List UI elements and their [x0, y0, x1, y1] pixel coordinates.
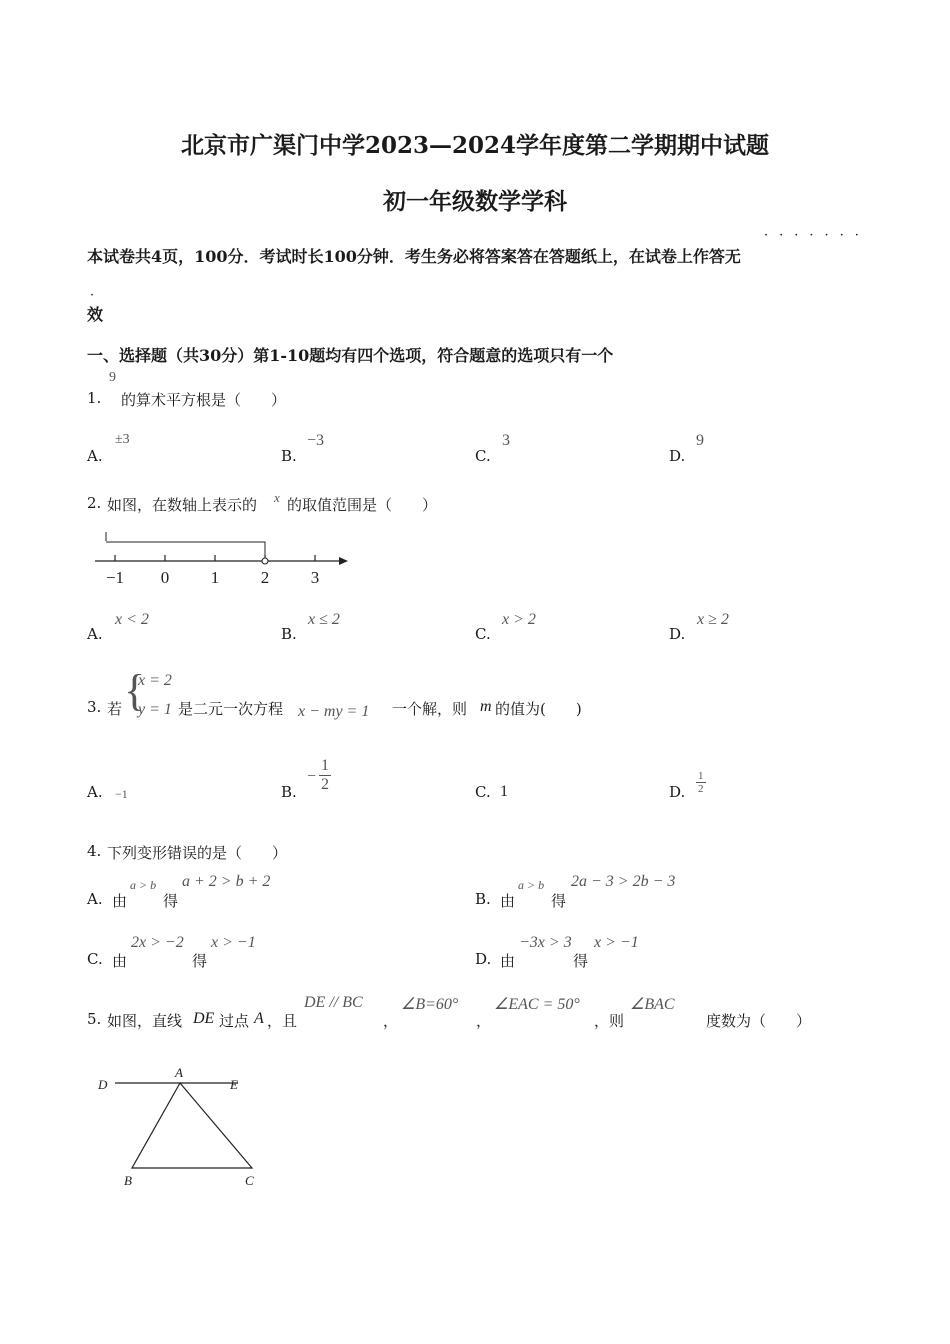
q1-option-a-value: ±3: [115, 432, 130, 447]
fraction-numerator: 1: [698, 770, 704, 782]
q3-option-b-sign: −: [307, 768, 317, 785]
q3-number: 3.: [87, 698, 102, 716]
q4-option-b-from: 由: [500, 892, 516, 910]
label-d: D: [98, 1077, 108, 1092]
q3-option-a-label: A.: [87, 783, 103, 801]
q4-number: 4.: [87, 842, 102, 860]
q3-option-b-fraction: [319, 757, 331, 794]
q4-option-a-from: 由: [112, 892, 128, 910]
q5-text1: 如图，直线: [107, 1012, 183, 1030]
q4-option-d-get: 得: [573, 952, 589, 970]
q2-option-c-label: C.: [475, 625, 491, 643]
q4-option-b-get: 得: [551, 892, 567, 910]
q4-option-a-cond: a > b: [130, 878, 157, 892]
q4-option-d-cond: −3x > 3: [519, 934, 572, 951]
section1-heading: 一、选择题（共30分）第1-10题均有四个选项，符合题意的选项只有一个: [87, 346, 614, 365]
triangle-figure: [90, 1065, 280, 1195]
q1-radicand: 9: [109, 370, 116, 385]
label-e: E: [230, 1077, 238, 1092]
q1-option-c-value: 3: [502, 432, 510, 449]
q5-var-de: DE: [193, 1010, 215, 1027]
q3-var-m: m: [480, 698, 492, 715]
q4-option-a-result: a + 2 > b + 2: [182, 873, 271, 890]
q3-equation: x − my = 1: [298, 703, 370, 720]
q5-var-a: A: [254, 1010, 264, 1027]
q1-text: 的算术平方根是（ ）: [121, 391, 287, 409]
q4-text: 下列变形错误的是（ ）: [107, 844, 288, 862]
q5-text5: 度数为（ ）: [706, 1012, 812, 1030]
q3-prefix: 若: [107, 700, 123, 718]
q1-option-c-label: C.: [475, 447, 491, 465]
tick-label: 3: [310, 568, 320, 587]
q4-option-d-from: 由: [500, 952, 516, 970]
instructions-line1: 本试卷共4页，100分．考试时长100分钟．考生务必将答案答在答题纸上，在试卷上作答无: [87, 247, 741, 266]
q4-option-c-get: 得: [192, 952, 208, 970]
tick-label: 0: [160, 568, 170, 587]
q2-option-b-value: x ≤ 2: [308, 611, 340, 628]
q4-option-a-get: 得: [163, 892, 179, 910]
q2-option-d-value: x ≥ 2: [697, 611, 729, 628]
q2-option-a-label: A.: [87, 625, 103, 643]
q3-text-after: 一个解，则: [392, 700, 468, 718]
q2-option-d-label: D.: [669, 625, 686, 643]
q5-text4: ，则: [594, 1012, 625, 1030]
q3-system-line1: x = 2: [138, 672, 172, 689]
q4-option-b-result: 2a − 3 > 2b − 3: [571, 873, 676, 890]
q3-text-mid: 是二元一次方程: [178, 700, 284, 718]
q4-option-c-from: 由: [112, 952, 128, 970]
q1-option-b-value: −3: [307, 432, 325, 449]
q4-option-b-label: B.: [475, 890, 491, 908]
q2-var: x: [274, 490, 280, 505]
instructions-line2: 效: [87, 305, 104, 324]
q2-option-a-value: x < 2: [115, 611, 149, 628]
q1-option-b-label: B.: [281, 447, 297, 465]
q2-option-c-value: x > 2: [502, 611, 536, 628]
number-line-figure: [90, 532, 360, 592]
fraction-denominator: 2: [698, 783, 704, 795]
q2-option-b-label: B.: [281, 625, 297, 643]
q5-number: 5.: [87, 1010, 102, 1028]
tick-label: 1: [210, 568, 220, 587]
q3-option-b-label: B.: [281, 783, 297, 801]
q4-option-b-cond: a > b: [518, 878, 545, 892]
q2-text-after: 的取值范围是（ ）: [287, 496, 438, 514]
q1-number: 1.: [87, 389, 102, 407]
q5-text2: 过点: [219, 1012, 250, 1030]
q4-option-d-label: D.: [475, 950, 492, 968]
q1-option-a-label: A.: [87, 447, 103, 465]
q2-number: 2.: [87, 494, 102, 512]
exam-title: 北京市广渠门中学2023—2024学年度第二学期期中试题: [180, 132, 770, 159]
q2-text-before: 如图，在数轴上表示的: [107, 496, 258, 514]
system-brace-icon: {: [124, 666, 146, 715]
axis-arrow-icon: [339, 557, 348, 565]
q4-option-c-result: x > −1: [211, 934, 256, 951]
label-b: B: [124, 1173, 132, 1188]
q5-sep2: ，: [476, 1012, 492, 1030]
q5-cond2: ∠B=60°: [401, 996, 459, 1013]
q4-option-d-result: x > −1: [594, 934, 639, 951]
q4-option-a-label: A.: [87, 890, 103, 908]
triangle-abc: [132, 1083, 252, 1168]
q5-text3: ，且: [267, 1012, 298, 1030]
fraction-denominator: 2: [321, 776, 329, 793]
q1-option-d-label: D.: [669, 447, 686, 465]
label-a: A: [175, 1065, 183, 1080]
q3-option-d-fraction: [696, 770, 706, 795]
emphasis-dots: ·······: [764, 228, 870, 243]
open-circle-marker: [262, 558, 268, 564]
q5-sep1: ，: [383, 1012, 399, 1030]
label-c: C: [245, 1173, 254, 1188]
q3-text-end: 的值为( ): [495, 700, 582, 718]
q5-cond1: DE // BC: [304, 994, 363, 1011]
q5-target: ∠BAC: [630, 996, 675, 1013]
q5-cond3: ∠EAC = 50°: [494, 996, 580, 1013]
q4-option-c-cond: 2x > −2: [131, 934, 184, 951]
tick-label: 2: [260, 568, 270, 587]
exam-subtitle: 初一年级数学学科: [383, 188, 567, 215]
emphasis-dot: ·: [90, 288, 95, 303]
q3-option-a-value: −1: [115, 787, 128, 801]
range-bracket: [106, 542, 265, 558]
q3-option-d-label: D.: [669, 783, 686, 801]
tick-label: −1: [105, 568, 125, 587]
q3-system-line2: y = 1: [138, 701, 172, 718]
q1-option-d-value: 9: [696, 432, 704, 449]
q3-option-c-value: 1: [500, 783, 508, 800]
q3-option-c-label: C.: [475, 783, 491, 801]
fraction-numerator: 1: [321, 757, 329, 774]
q4-option-c-label: C.: [87, 950, 103, 968]
